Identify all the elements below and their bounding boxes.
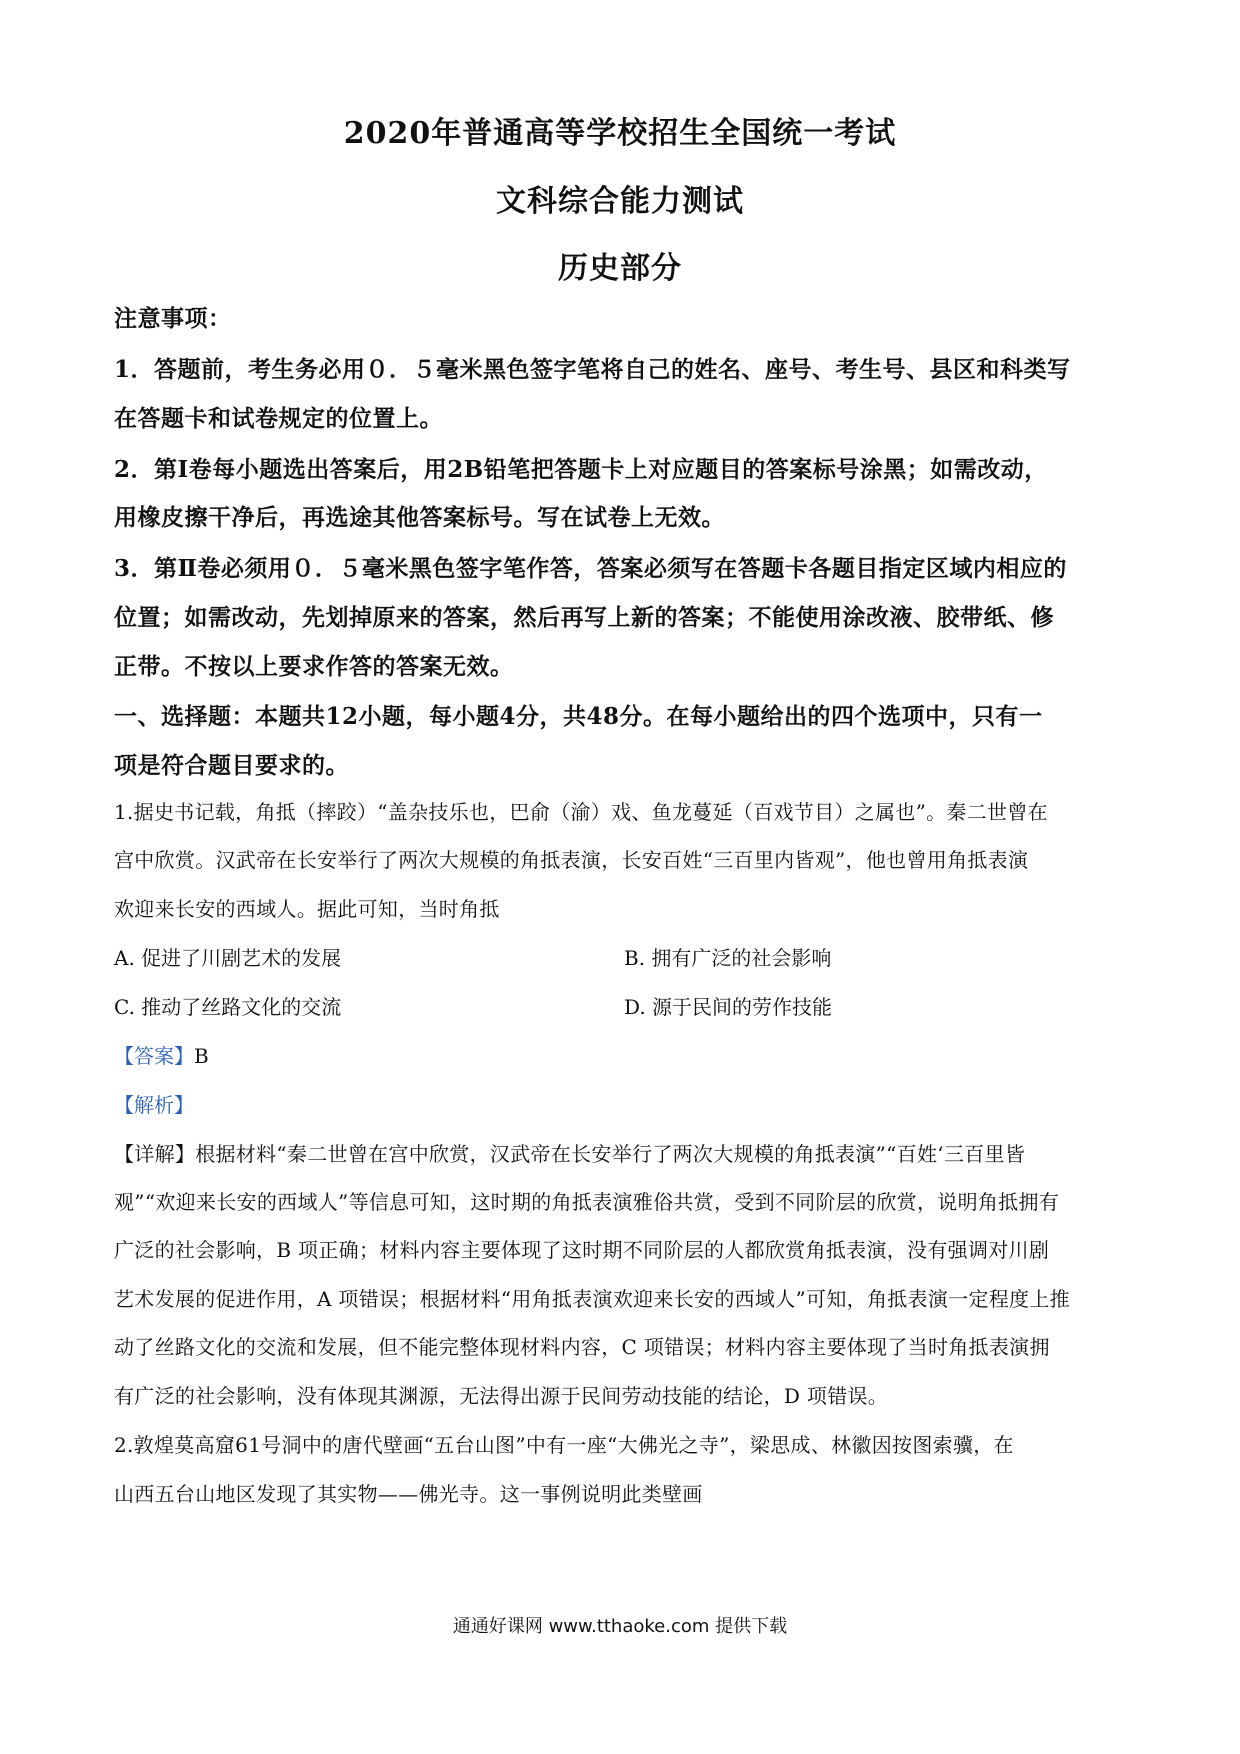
section-heading: 一、选择题：本题共12小题，每小题4分，共48分。在每小题给出的四个选项中，只有一	[114, 703, 1043, 730]
answer-label: 【答案】	[114, 1044, 194, 1068]
exam-title: 2020年普通高等学校招生全国统一考试	[343, 116, 897, 151]
q2-stem-line: 山西五台山地区发现了其实物——佛光寺。这一事例说明此类壁画	[114, 1482, 703, 1506]
section-heading-cont: 项是符合题目要求的。	[114, 752, 349, 779]
exam-section-title: 历史部分	[558, 251, 682, 286]
q1-stem-line: 欢迎来长安的西域人。据此可知，当时角抵	[114, 897, 500, 921]
notice-line: 用橡皮擦干净后，再选途其他答案标号。写在试卷上无效。	[114, 504, 725, 531]
q1-detail-line: 观”“欢迎来长安的西域人”等信息可知，这时期的角抵表演雅俗共赏，受到不同阶层的欣赏，说明角抵拥有	[114, 1190, 1060, 1214]
q1-answer	[114, 1040, 209, 1069]
q1-detail-line: 动了丝路文化的交流和发展，但不能完整体现材料内容，C 项错误；材料内容主要体现了当时角抵表演拥	[114, 1335, 1050, 1359]
q1-stem-line: 1.据史书记载，角抵（摔跤）“盖杂技乐也，巴俞（渝）戏、鱼龙蔓延（百戏节目）之属也”。秦二世曾在	[114, 800, 1048, 824]
notice-line: 2．第Ⅰ卷每小题选出答案后，用2B铅笔把答题卡上对应题目的答案标号涂黑；如需改动，	[114, 456, 1048, 483]
q1-detail-line: 广泛的社会影响，B 项正确；材料内容主要体现了这时期不同阶层的人都欣赏角抵表演，没有强调对川剧	[114, 1238, 1050, 1262]
notice-heading: 注意事项：	[114, 305, 232, 332]
notice-line: 正带。不按以上要求作答的答案无效。	[114, 653, 514, 680]
detail-text: 根据材料“秦二世曾在宫中欣赏，汉武帝在长安举行了两次大规模的角抵表演”“百姓‘三百里皆	[195, 1142, 1026, 1166]
q1-analysis-label: 【解析】	[114, 1093, 194, 1117]
q1-option-d: D. 源于民间的劳作技能	[624, 995, 833, 1019]
exam-subtitle: 文科综合能力测试	[496, 184, 744, 219]
q1-detail-line	[114, 1138, 1134, 1167]
q1-option-b: B. 拥有广泛的社会影响	[624, 946, 832, 970]
q1-stem-line: 宫中欣赏。汉武帝在长安举行了两次大规模的角抵表演，长安百姓“三百里内皆观”，他也曾用角抵表演	[114, 848, 1029, 872]
q1-option-a: A. 促进了川剧艺术的发展	[114, 946, 342, 970]
q1-detail-line: 艺术发展的促进作用，A 项错误；根据材料“用角抵表演欢迎来长安的西域人”可知，角抵表演一定程度上推	[114, 1287, 1070, 1311]
notice-line: 3．第Ⅱ卷必须用０．５毫米黑色签字笔作答，答案必须写在答题卡各题目指定区域内相应的	[114, 555, 1067, 582]
notice-line: 在答题卡和试卷规定的位置上。	[114, 405, 443, 432]
q1-detail-line: 有广泛的社会影响，没有体现其渊源，无法得出源于民间劳动技能的结论，D 项错误。	[114, 1384, 889, 1408]
q2-stem-line: 2.敦煌莫高窟61号洞中的唐代壁画“五台山图”中有一座“大佛光之寺”，梁思成、林徽因按图索骥，在	[114, 1433, 1014, 1457]
detail-label: 【详解】	[114, 1142, 196, 1166]
q1-option-c: C. 推动了丝路文化的交流	[114, 995, 342, 1019]
notice-line: 位置；如需改动，先划掉原来的答案，然后再写上新的答案；不能使用涂改液、胶带纸、修	[114, 604, 1054, 631]
answer-value: B	[194, 1044, 209, 1068]
notice-line: 1．答题前，考生务必用０．５毫米黑色签字笔将自己的姓名、座号、考生号、县区和科类写	[114, 356, 1071, 383]
footer-source: 通通好课网 www.tthaoke.com 提供下载	[452, 1616, 788, 1637]
